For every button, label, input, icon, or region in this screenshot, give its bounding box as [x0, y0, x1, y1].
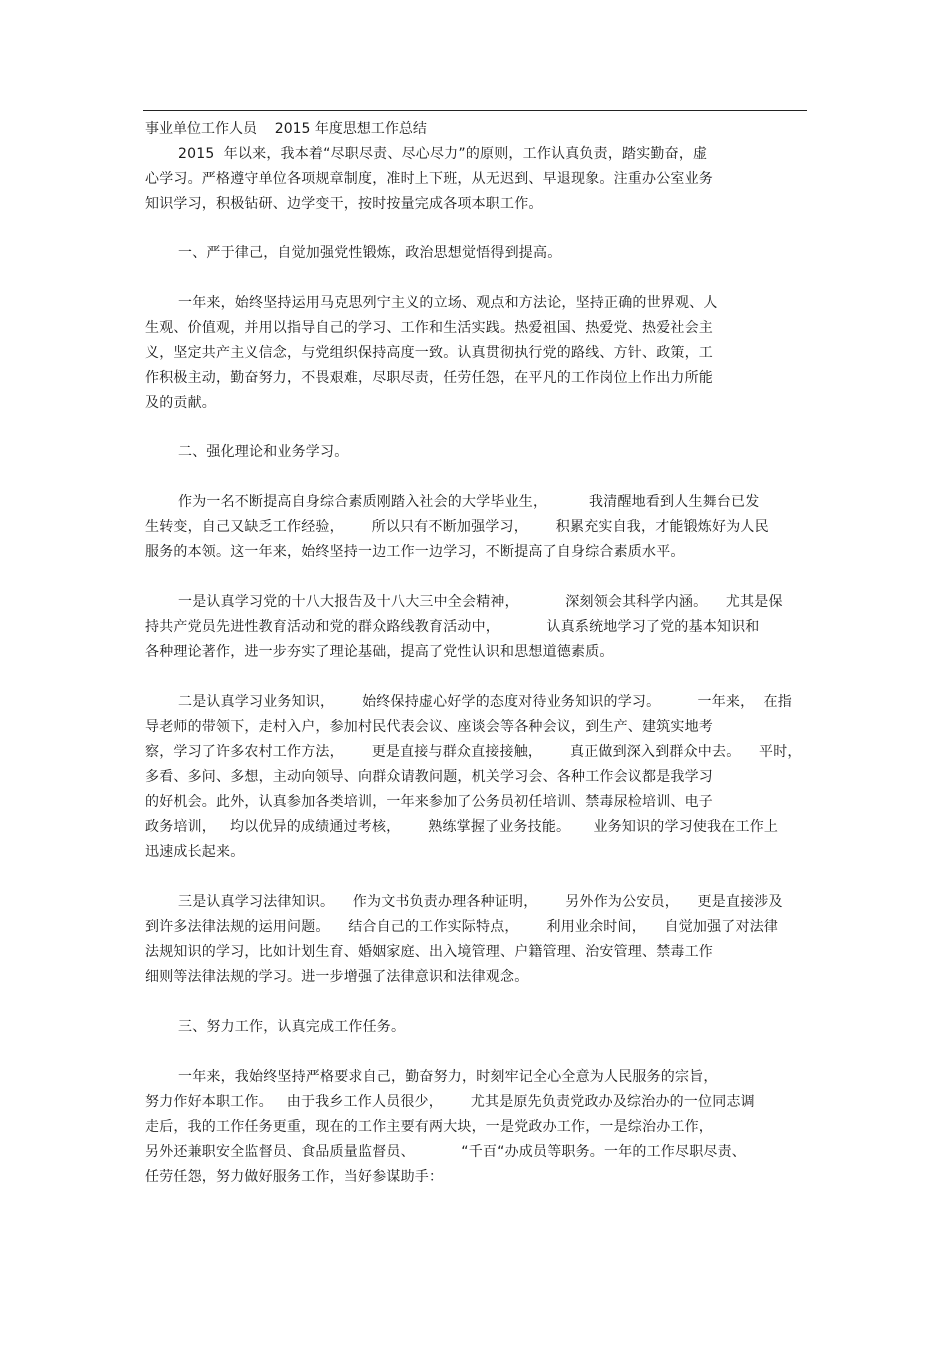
document-title: 事业单位工作人员 2015 年度思想工作总结: [145, 121, 427, 137]
paragraph-line: 三是认真学习法律知识。 作为文书负责办理各种证明， 另外作为公安员， 更是直接涉及: [178, 894, 783, 910]
paragraph-line: 义，坚定共产主义信念，与党组织保持高度一致。认真贯彻执行党的路线、方针、政策，工: [145, 345, 713, 361]
paragraph-line: 及的贡献。: [145, 395, 216, 411]
paragraph-line: 法规知识的学习，比如计划生育、婚姻家庭、出入境管理、户籍管理、治安管理、禁毒工作: [145, 944, 713, 960]
paragraph-line: 迅速成长起来。: [145, 844, 245, 860]
paragraph-line: 2015 年以来，我本着“尽职尽责、尽心尽力”的原则，工作认真负责，踏实勤奋，虚: [178, 146, 708, 162]
paragraph-line: 多看、多问、多想，主动向领导、向群众请教问题，机关学习会、各种工作会议都是我学习: [145, 769, 713, 785]
paragraph-line: 另外还兼职安全监督员、食品质量监督员、 “千百“办成员等职务。一年的工作尽职尽责、: [145, 1144, 747, 1160]
paragraph-line: 任劳任怨，努力做好服务工作，当好参谋助手：: [145, 1169, 444, 1185]
paragraph-line: 生转变，自己又缺乏工作经验， 所以只有不断加强学习， 积累充实自我，才能锻炼好为人民: [145, 519, 769, 535]
section-heading: 三、努力工作，认真完成工作任务。: [178, 1019, 406, 1035]
paragraph-line: 各种理论著作，进一步夯实了理论基础，提高了党性认识和思想道德素质。: [145, 644, 614, 660]
paragraph-line: 二是认真学习业务知识， 始终保持虚心好学的态度对待业务知识的学习。 一年来， 在指: [178, 694, 793, 710]
paragraph-line: 作为一名不断提高自身综合素质刚踏入社会的大学毕业生， 我清醒地看到人生舞台已发: [178, 494, 760, 510]
paragraph-line: 一年来，我始终坚持严格要求自己，勤奋努力，时刻牢记全心全意为人民服务的宗旨，: [178, 1069, 718, 1085]
section-heading: 二、强化理论和业务学习。: [178, 444, 349, 460]
paragraph-line: 努力作好本职工作。 由于我乡工作人员很少， 尤其是原先负责党政办及综治办的一位同志调: [145, 1094, 755, 1110]
paragraph-line: 察，学习了许多农村工作方法， 更是直接与群众直接接触， 真正做到深入到群众中去。 平时，: [145, 744, 802, 760]
top-rule: [143, 110, 807, 111]
paragraph-line: 知识学习，积极钻研、边学变干，按时按量完成各项本职工作。: [145, 196, 543, 212]
paragraph-line: 一年来，始终坚持运用马克思列宁主义的立场、观点和方法论，坚持正确的世界观、人: [178, 295, 718, 311]
paragraph-line: 作积极主动，勤奋努力，不畏艰难，尽职尽责，任劳任怨，在平凡的工作岗位上作出力所能: [145, 370, 713, 386]
section-heading: 一、严于律己，自觉加强党性锻炼，政治思想觉悟得到提高。: [178, 245, 562, 261]
paragraph-line: 一是认真学习党的十八大报告及十八大三中全会精神， 深刻领会其科学内涵。 尤其是保: [178, 594, 783, 610]
paragraph-line: 细则等法律法规的学习。进一步增强了法律意识和法律观念。: [145, 969, 529, 985]
paragraph-line: 到许多法律法规的运用问题。 结合自己的工作实际特点， 利用业余时间， 自觉加强了对法律: [145, 919, 779, 935]
paragraph-line: 持共产党员先进性教育活动和党的群众路线教育活动中， 认真系统地学习了党的基本知识和: [145, 619, 760, 635]
paragraph-line: 心学习。严格遵守单位各项规章制度，准时上下班，从无迟到、早退现象。注重办公室业务: [145, 171, 713, 187]
paragraph-line: 导老师的带领下，走村入户，参加村民代表会议、座谈会等各种会议，到生产、建筑实地考: [145, 719, 713, 735]
paragraph-line: 的好机会。此外，认真参加各类培训，一年来参加了公务员初任培训、禁毒尿检培训、电子: [145, 794, 713, 810]
paragraph-line: 政务培训， 均以优异的成绩通过考核， 熟练掌握了业务技能。 业务知识的学习使我在工作上: [145, 819, 779, 835]
paragraph-line: 走后，我的工作任务更重，现在的工作主要有两大块，一是党政办工作，一是综治办工作，: [145, 1119, 713, 1135]
paragraph-line: 生观、价值观，并用以指导自己的学习、工作和生活实践。热爱祖国、热爱党、热爱社会主: [145, 320, 713, 336]
paragraph-line: 服务的本领。这一年来，始终坚持一边工作一边学习，不断提高了自身综合素质水平。: [145, 544, 685, 560]
